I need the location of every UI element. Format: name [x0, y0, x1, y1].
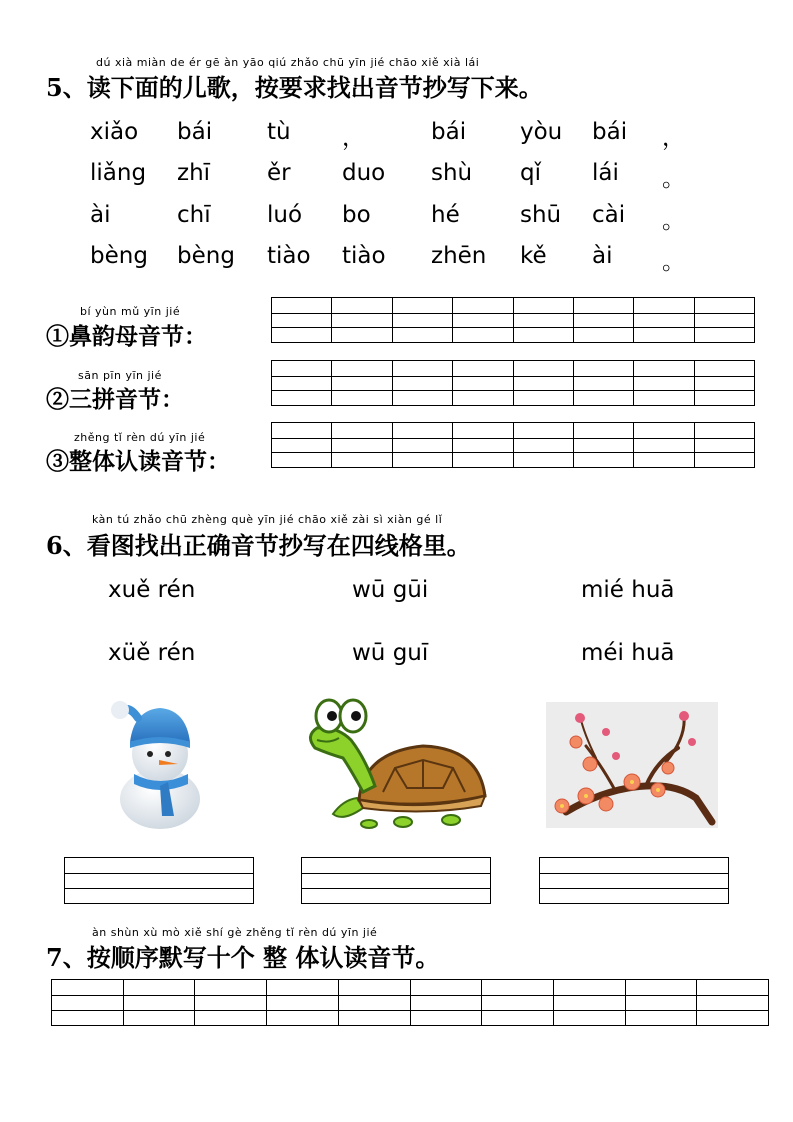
plum-blossom-picture	[546, 702, 718, 828]
grid-cell[interactable]	[272, 423, 331, 467]
grid-cell[interactable]	[694, 423, 754, 467]
turtle-picture	[303, 696, 493, 831]
grid-cell[interactable]	[266, 980, 338, 1025]
part2-writing-grid[interactable]	[271, 360, 755, 406]
grid-cell[interactable]	[573, 361, 633, 405]
part1-writing-grid[interactable]	[271, 297, 755, 343]
rhyme-syllable: ，	[342, 125, 365, 151]
rhyme-syllable: duo	[342, 160, 386, 186]
q7-heading: 7、按顺序默写十个 整 体认读音节。	[46, 943, 440, 972]
rhyme-syllable: shū	[520, 202, 562, 228]
rhyme-syllable: zhī	[177, 160, 211, 186]
rhyme-syllable: cài	[592, 202, 626, 228]
grid-cell[interactable]	[272, 361, 331, 405]
rhyme-syllable: 。	[662, 249, 685, 275]
grid-cell[interactable]	[553, 980, 625, 1025]
rhyme-syllable: bèng	[177, 243, 235, 269]
grid-cell[interactable]	[694, 298, 754, 342]
grid-cell[interactable]	[331, 423, 391, 467]
q6-pinyin-hint: kàn tú zhǎo chū zhèng què yīn jié chāo xiě zài sì xiàn gé lǐ	[92, 513, 443, 526]
grid-cell[interactable]	[452, 423, 512, 467]
grid-cell[interactable]	[573, 298, 633, 342]
rhyme-syllable: bái	[592, 119, 628, 145]
plum-writing-grid[interactable]	[539, 857, 729, 904]
snowman-writing-grid[interactable]	[64, 857, 254, 904]
turtle-option-b: wū guī	[352, 640, 429, 666]
rhyme-syllable: ài	[592, 243, 613, 269]
rhyme-syllable: bái	[431, 119, 467, 145]
grid-cell[interactable]	[272, 298, 331, 342]
rhyme-syllable: liǎng	[90, 160, 147, 186]
rhyme-syllable: qǐ	[520, 160, 541, 186]
grid-cell[interactable]	[52, 980, 123, 1025]
grid-cell[interactable]	[392, 298, 452, 342]
grid-cell[interactable]	[696, 980, 768, 1025]
q5-pinyin-hint: dú xià miàn de ér gē àn yāo qiú zhǎo chū yīn jié chāo xiě xià lái	[96, 56, 480, 69]
grid-cell[interactable]	[633, 423, 693, 467]
grid-cell[interactable]	[452, 298, 512, 342]
grid-cell[interactable]	[392, 423, 452, 467]
rhyme-syllable: luó	[267, 202, 303, 228]
rhyme-syllable: 。	[662, 166, 685, 192]
grid-cell[interactable]	[513, 423, 573, 467]
q5-heading: 5、读下面的儿歌，按要求找出音节抄写下来。	[46, 73, 543, 102]
grid-cell[interactable]	[123, 980, 195, 1025]
grid-cell[interactable]	[392, 361, 452, 405]
part1-label: ①鼻韵母音节：	[46, 323, 207, 350]
rhyme-syllable: tù	[267, 119, 291, 145]
snowman-picture	[104, 696, 214, 831]
grid-cell[interactable]	[65, 858, 253, 903]
turtle-option-a: wū gūi	[352, 577, 429, 603]
grid-cell[interactable]	[481, 980, 553, 1025]
grid-cell[interactable]	[513, 298, 573, 342]
grid-cell[interactable]	[633, 361, 693, 405]
rhyme-syllable: hé	[431, 202, 460, 228]
q7-writing-grid[interactable]	[51, 979, 769, 1026]
part3-writing-grid[interactable]	[271, 422, 755, 468]
plum-option-a: mié huā	[581, 577, 675, 603]
grid-cell[interactable]	[513, 361, 573, 405]
grid-cell[interactable]	[194, 980, 266, 1025]
q7-pinyin-hint: àn shùn xù mò xiě shí gè zhěng tǐ rèn dú yīn jié	[92, 926, 378, 939]
rhyme-syllable: zhēn	[431, 243, 487, 269]
plum-option-b: méi huā	[581, 640, 675, 666]
rhyme-syllable: lái	[592, 160, 619, 186]
rhyme-syllable: ，	[662, 125, 685, 151]
rhyme-syllable: tiào	[342, 243, 386, 269]
grid-cell[interactable]	[331, 298, 391, 342]
rhyme-syllable: bo	[342, 202, 371, 228]
rhyme-syllable: bái	[177, 119, 213, 145]
part3-label: ③整体认读音节：	[46, 448, 230, 475]
rhyme-syllable: ěr	[267, 160, 291, 186]
q6-heading: 6、看图找出正确音节抄写在四线格里。	[46, 531, 471, 560]
rhyme-syllable: kě	[520, 243, 547, 269]
grid-cell[interactable]	[331, 361, 391, 405]
rhyme-syllable: ài	[90, 202, 111, 228]
grid-cell[interactable]	[573, 423, 633, 467]
part1-pinyin-hint: bí yùn mǔ yīn jié	[80, 305, 181, 318]
rhyme-syllable: xiǎo	[90, 119, 139, 145]
rhyme-syllable: chī	[177, 202, 211, 228]
grid-cell[interactable]	[452, 361, 512, 405]
rhyme-syllable: tiào	[267, 243, 311, 269]
grid-cell[interactable]	[694, 361, 754, 405]
rhyme-syllable: yòu	[520, 119, 563, 145]
rhyme-syllable: bèng	[90, 243, 148, 269]
part3-pinyin-hint: zhěng tǐ rèn dú yīn jié	[74, 431, 206, 444]
grid-cell[interactable]	[633, 298, 693, 342]
rhyme-syllable: 。	[662, 208, 685, 234]
grid-cell[interactable]	[302, 858, 490, 903]
grid-cell[interactable]	[540, 858, 728, 903]
turtle-writing-grid[interactable]	[301, 857, 491, 904]
snowman-option-b: xüě rén	[108, 640, 196, 666]
part2-label: ②三拼音节：	[46, 386, 184, 413]
grid-cell[interactable]	[338, 980, 410, 1025]
part2-pinyin-hint: sān pīn yīn jié	[78, 369, 162, 382]
grid-cell[interactable]	[625, 980, 697, 1025]
rhyme-syllable: shù	[431, 160, 473, 186]
snowman-option-a: xuě rén	[108, 577, 196, 603]
grid-cell[interactable]	[410, 980, 482, 1025]
